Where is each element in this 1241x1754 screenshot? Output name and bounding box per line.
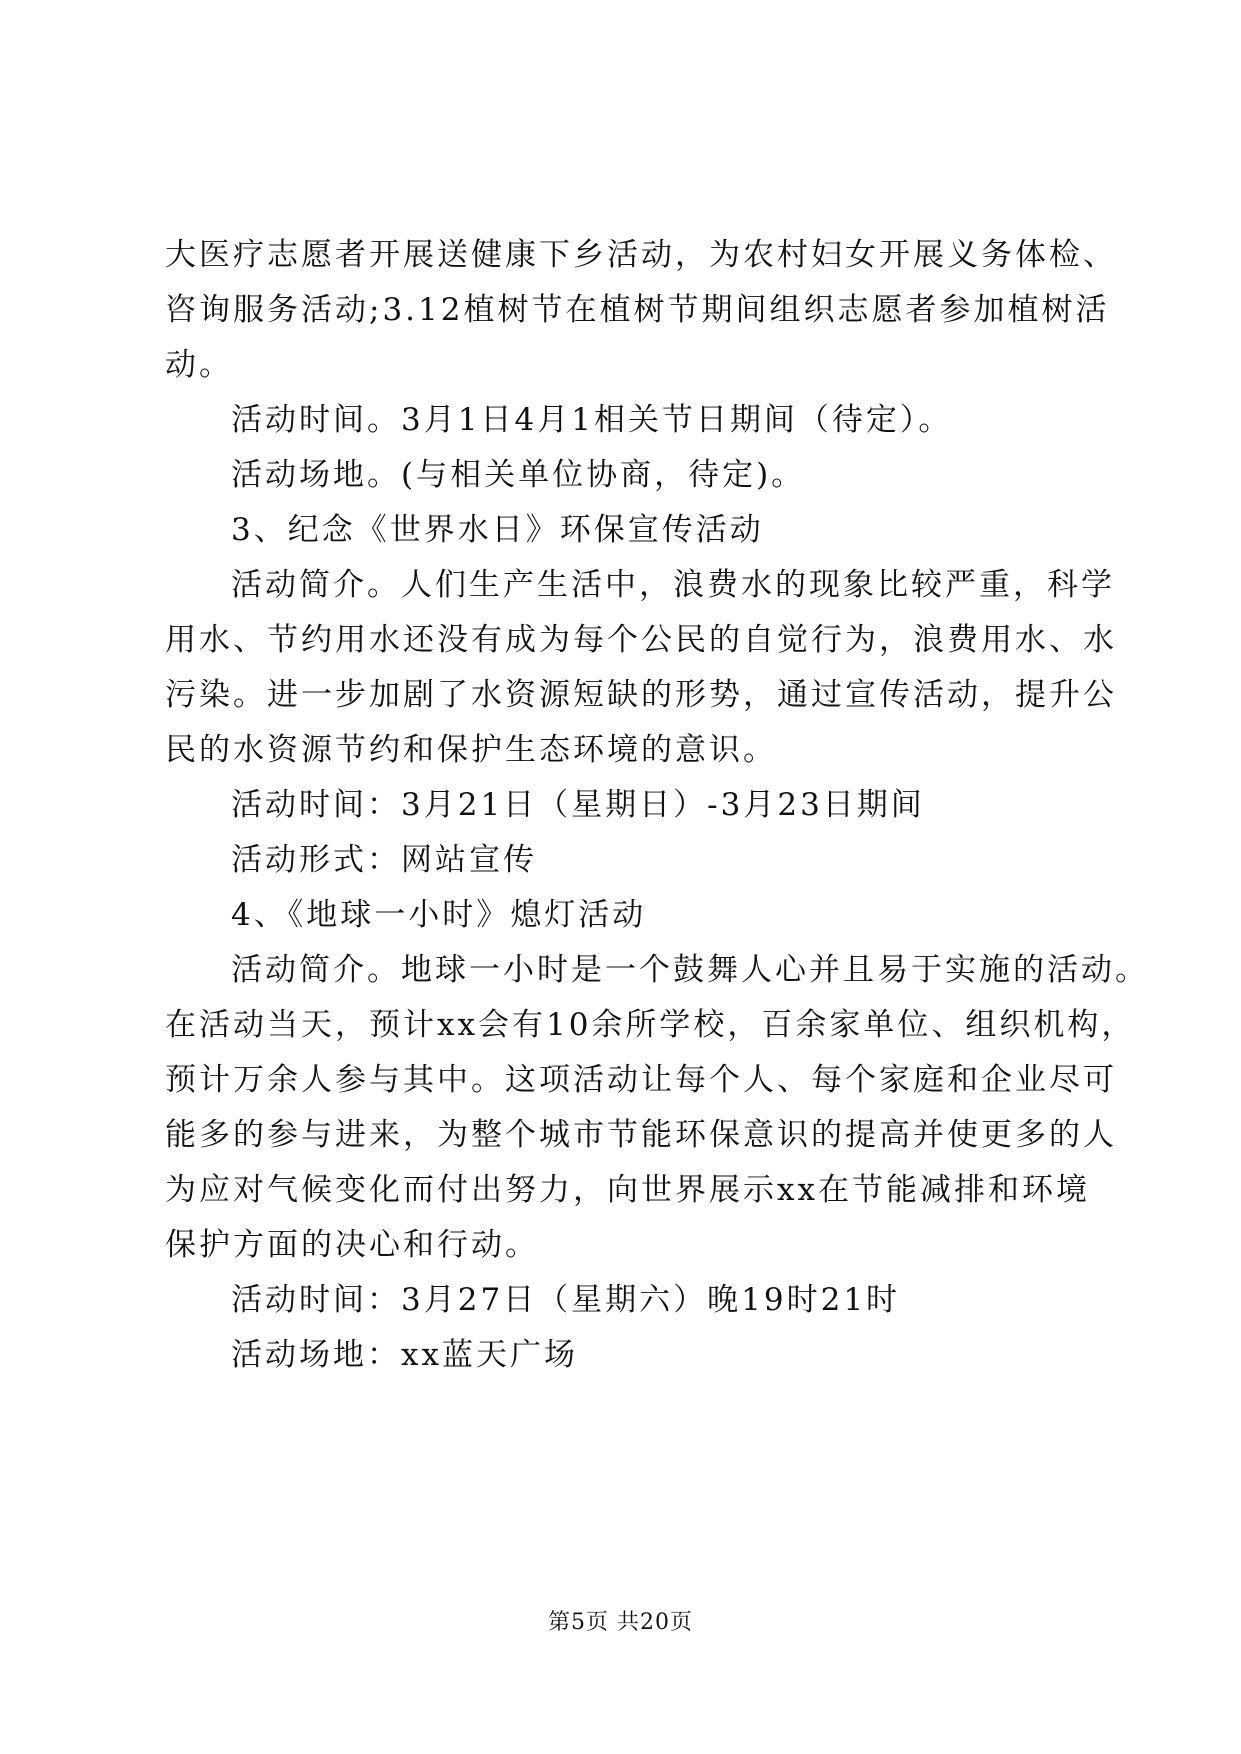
paragraph-line: 民的水资源节约和保护生态环境的意识。	[165, 732, 777, 768]
paragraph-line: 预计万余人参与其中。这项活动让每个人、每个家庭和企业尽可	[165, 1062, 1117, 1098]
paragraph-line: 保护方面的决心和行动。	[165, 1227, 539, 1263]
paragraph-line: 动。	[165, 347, 233, 383]
activity-venue-line: 活动场地：xx蓝天广场	[231, 1337, 578, 1373]
paragraph-line: 活动简介。地球一小时是一个鼓舞人心并且易于实施的活动。	[231, 952, 1149, 988]
activity-venue-line: 活动场地。(与相关单位协商，待定)。	[231, 457, 806, 493]
page-number-footer: 第5页 共20页	[548, 1610, 693, 1635]
paragraph-line: 活动简介。人们生产生活中，浪费水的现象比较严重，科学	[231, 567, 1115, 603]
activity-time-line: 活动时间。3月1日4月1相关节日期间（待定）。	[231, 402, 953, 438]
paragraph-line: 污染。进一步加剧了水资源短缺的形势，通过宣传活动，提升公	[165, 677, 1117, 713]
paragraph-line: 用水、节约用水还没有成为每个公民的自觉行为，浪费用水、水	[165, 622, 1117, 658]
section-heading: 4、《地球一小时》熄灯活动	[231, 897, 647, 933]
activity-time-line: 活动时间：3月21日（星期日）-3月23日期间	[231, 787, 925, 823]
section-heading: 3、纪念《世界水日》环保宣传活动	[231, 512, 764, 548]
activity-time-line: 活动时间：3月27日（星期六）晚19时21时	[231, 1282, 901, 1318]
paragraph-line: 能多的参与进来，为整个城市节能环保意识的提高并使更多的人	[165, 1117, 1117, 1153]
document-body	[165, 228, 1149, 1383]
activity-format-line: 活动形式：网站宣传	[231, 842, 537, 878]
paragraph-line: 为应对气候变化而付出努力，向世界展示xx在节能减排和环境	[165, 1172, 1090, 1208]
paragraph-line: 大医疗志愿者开展送健康下乡活动，为农村妇女开展义务体检、	[165, 237, 1117, 273]
paragraph-line: 在活动当天，预计xx会有10余所学校，百余家单位、组织机构，	[165, 1007, 1136, 1043]
paragraph-line: 咨询服务活动;3.12植树节在植树节期间组织志愿者参加植树活	[165, 292, 1110, 328]
